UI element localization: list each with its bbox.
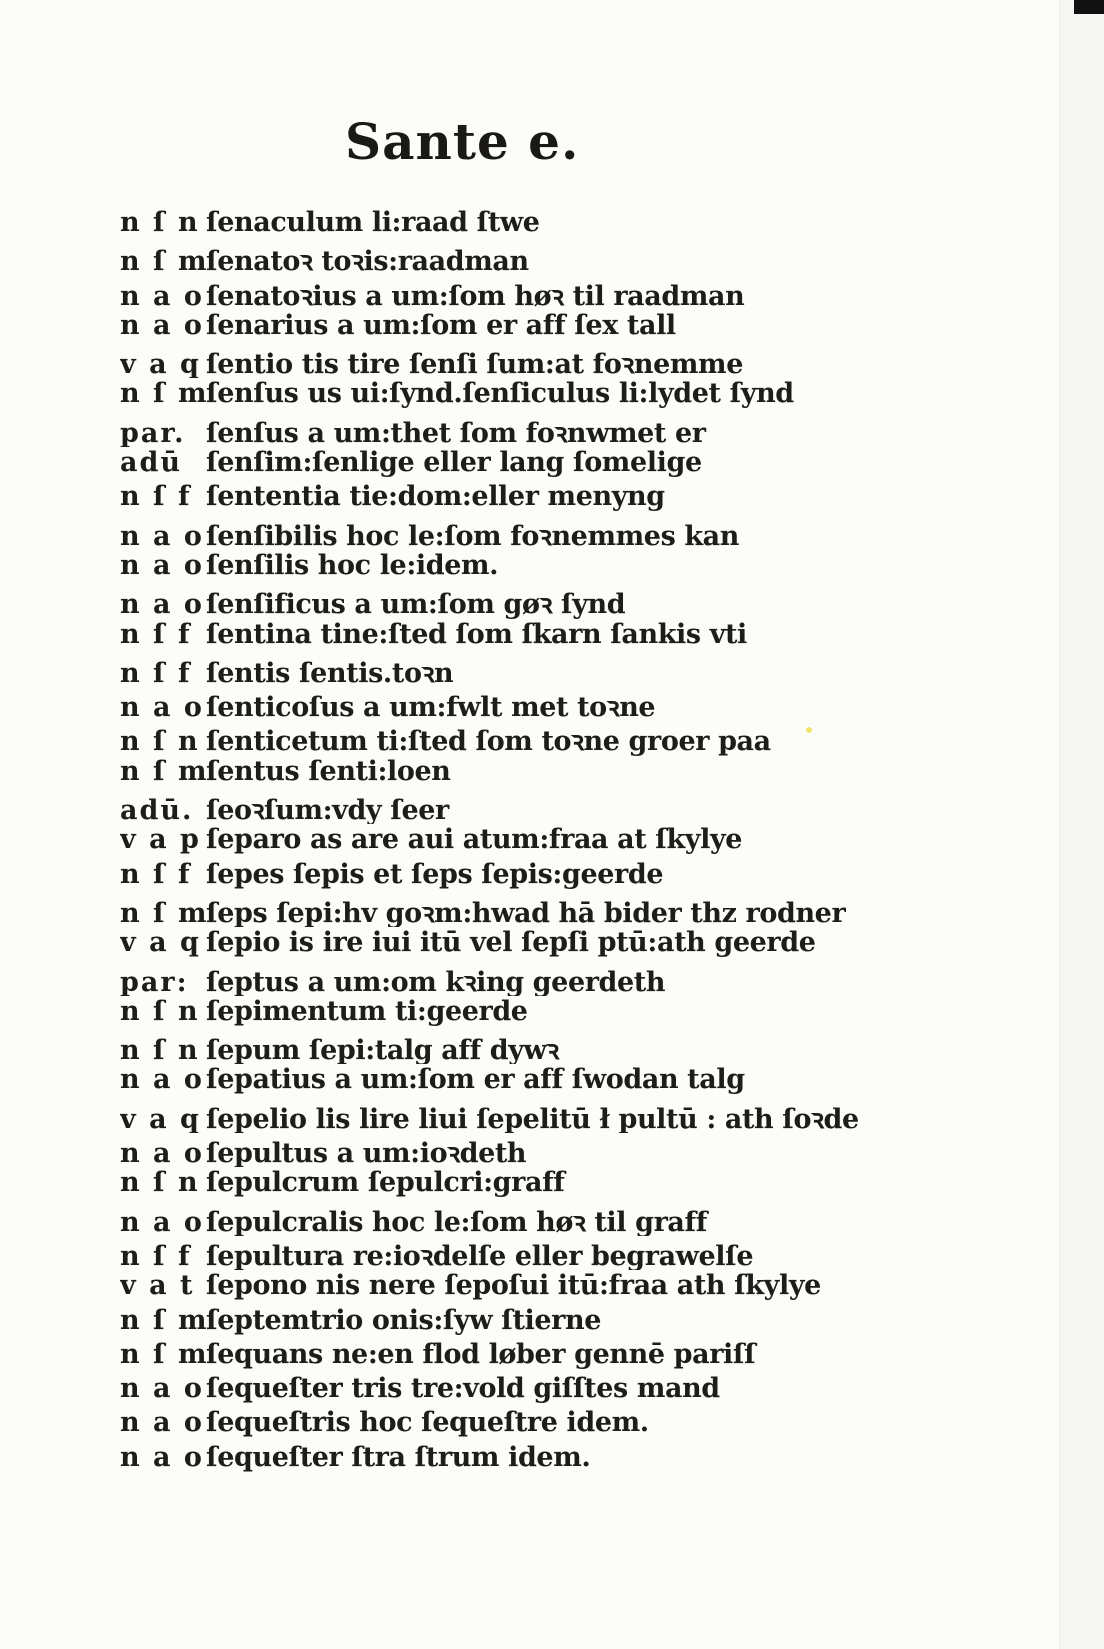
entry-grammar-code: n ſ m — [120, 246, 209, 276]
dictionary-entry — [120, 481, 1020, 515]
dictionary-entry — [120, 1373, 1020, 1407]
dictionary-entry — [120, 824, 1020, 858]
entry-grammar-code: n a o — [120, 520, 204, 550]
dictionary-entry — [120, 1064, 1020, 1098]
entry-text: ſenſus a um:thet ſom foꝛnwmet er — [206, 417, 706, 448]
dictionary-entry — [120, 996, 1020, 1030]
entry-text: ſeparo as are aui atum:fraa at ſkylye — [206, 824, 743, 856]
entry-grammar-code: n ſ m — [120, 755, 209, 787]
entry-grammar-code: n ſ m — [120, 1304, 209, 1336]
entry-grammar-code: n ſ n — [120, 1035, 200, 1065]
dictionary-entry — [120, 584, 1020, 618]
entry-grammar-code: n a o — [120, 549, 204, 581]
entry-grammar-code: n ſ f — [120, 618, 192, 650]
entry-grammar-code: n a o — [120, 1138, 204, 1168]
entry-text: ſequeſter ſtra ſtrum idem. — [206, 1441, 591, 1473]
dictionary-entry — [120, 1270, 1020, 1304]
dictionary-entry — [120, 1202, 1020, 1236]
entry-grammar-code: n ſ f — [120, 657, 192, 688]
entry-text: ſentio tis tire ſenſi ſum:at foꝛnemme — [206, 349, 744, 379]
entry-text: ſenatoꝛius a um:ſom høꝛ til raadman — [206, 280, 745, 310]
entry-grammar-code: v a q — [120, 927, 201, 959]
entry-grammar-code: n a o — [120, 1373, 204, 1405]
entry-text: ſenſim:ſenlige eller lang ſomelige — [206, 447, 702, 479]
dictionary-entry — [120, 1305, 1020, 1339]
ink-speck — [806, 727, 812, 733]
entry-grammar-code: n ſ f — [120, 481, 192, 513]
entry-text: ſepes ſepis et ſeps ſepis:geerde — [206, 858, 664, 890]
dictionary-entry — [120, 207, 1020, 241]
entry-text: ſenſilis hoc le:idem. — [206, 549, 499, 581]
dictionary-entry — [120, 550, 1020, 584]
entry-text: ſepulcralis hoc le:ſom høꝛ til graff — [206, 1206, 707, 1236]
dictionary-entry — [120, 310, 1020, 344]
page-heading: Sante e. — [345, 112, 580, 171]
entry-text: ſequeſtris hoc ſequeſtre idem. — [206, 1407, 649, 1439]
entry-text: ſepio is ire iui itū vel ſepſi ptū:ath geerde — [206, 927, 816, 959]
dictionary-entry — [120, 687, 1020, 721]
entry-text: ſepulcrum ſepulcri:graff — [206, 1167, 565, 1199]
entry-text: ſenaculum li:raad ſtwe — [206, 207, 540, 238]
dictionary-entry — [120, 619, 1020, 653]
entry-text: ſeptus a um:om kꝛing geerdeth — [206, 966, 666, 996]
entry-text: ſentina tine:ſted ſom ſkarn ſankis vti — [206, 618, 747, 650]
entry-text: ſeoꝛſum:vdy ſeer — [206, 795, 449, 825]
entry-text: ſentis ſentis.toꝛn — [206, 657, 454, 688]
entry-grammar-code: n ſ n — [120, 207, 200, 238]
entry-text: ſenticoſus a um:fwlt met toꝛne — [206, 692, 656, 722]
entry-text: ſequans ne:en flod løber gennē pariſſ — [206, 1338, 756, 1370]
entry-text: ſenſibilis hoc le:ſom foꝛnemmes kan — [206, 520, 739, 550]
entry-grammar-code: par. — [120, 417, 186, 448]
entry-grammar-code: adū — [120, 447, 183, 479]
dictionary-entry — [120, 241, 1020, 275]
entry-grammar-code: n ſ n — [120, 1167, 200, 1199]
entry-grammar-code: v a t — [120, 1270, 195, 1302]
dictionary-entry-list — [120, 207, 1020, 1476]
entry-text: ſeptemtrio onis:ſyw ſtierne — [206, 1304, 602, 1336]
entry-text: ſepimentum ti:geerde — [206, 995, 528, 1027]
page-margin — [1059, 0, 1104, 1649]
dictionary-entry — [120, 344, 1020, 378]
dictionary-entry — [120, 1442, 1020, 1476]
entry-grammar-code: n ſ m — [120, 1338, 209, 1370]
dictionary-entry — [120, 1133, 1020, 1167]
dictionary-entry — [120, 1339, 1020, 1373]
entry-grammar-code: n ſ m — [120, 378, 209, 410]
entry-grammar-code: n ſ n — [120, 726, 200, 756]
dictionary-entry — [120, 276, 1020, 310]
entry-text: ſequeſter tris tre:vold giſſtes mand — [206, 1373, 720, 1405]
dictionary-entry — [120, 1407, 1020, 1441]
dictionary-entry — [120, 378, 1020, 412]
entry-text: ſepono nis nere ſepoſui itū:fraa ath ſkylye — [206, 1270, 821, 1302]
entry-text: ſepatius a um:ſom er aff ſwodan talg — [206, 1064, 745, 1096]
entry-grammar-code: n a o — [120, 1407, 204, 1439]
entry-grammar-code: n ſ m — [120, 897, 209, 928]
entry-grammar-code: n ſ n — [120, 995, 200, 1027]
entry-text: ſenſus us ui:ſynd.ſenſiculus li:lydet ſynd — [206, 378, 794, 410]
entry-grammar-code: n a o — [120, 309, 204, 341]
entry-text: ſepultus a um:ioꝛdeth — [206, 1138, 527, 1168]
entry-text: ſenatoꝛ toꝛis:raadman — [206, 246, 529, 276]
entry-grammar-code: adū. — [120, 795, 194, 825]
dictionary-entry — [120, 721, 1020, 755]
dictionary-entry — [120, 1236, 1020, 1270]
scan-corner-mark — [1074, 0, 1104, 14]
entry-text: ſepultura re:ioꝛdelſe eller begrawelſe — [206, 1240, 754, 1271]
dictionary-entry — [120, 893, 1020, 927]
entry-text: ſepum ſepi:talg aff dywꝛ — [206, 1035, 559, 1065]
entry-grammar-code: v a p — [120, 824, 201, 856]
entry-grammar-code: n ſ f — [120, 1240, 192, 1271]
dictionary-entry — [120, 756, 1020, 790]
entry-text: ſenſificus a um:ſom gøꝛ ſynd — [206, 589, 626, 619]
dictionary-entry — [120, 927, 1020, 961]
entry-grammar-code: n a o — [120, 1441, 204, 1473]
dictionary-entry — [120, 413, 1020, 447]
dictionary-entry — [120, 516, 1020, 550]
entry-grammar-code: n ſ f — [120, 858, 192, 890]
entry-grammar-code: v a q — [120, 349, 201, 379]
entry-grammar-code: n a o — [120, 1206, 204, 1236]
entry-grammar-code: n a o — [120, 1064, 204, 1096]
entry-text: ſepelio lis lire liui ſepelitū ł pultū : ath ſoꝛde — [206, 1103, 859, 1134]
dictionary-entry — [120, 1099, 1020, 1133]
entry-grammar-code: v a q — [120, 1103, 201, 1134]
entry-grammar-code: par: — [120, 966, 189, 996]
dictionary-entry — [120, 447, 1020, 481]
entry-text: ſenticetum ti:ſted ſom toꝛne groer paa — [206, 726, 771, 756]
dictionary-entry — [120, 790, 1020, 824]
dictionary-entry — [120, 859, 1020, 893]
dictionary-entry — [120, 962, 1020, 996]
entry-text: ſenarius a um:ſom er aff ſex tall — [206, 309, 676, 341]
entry-text: ſentus ſenti:loen — [206, 755, 451, 787]
entry-grammar-code: n a o — [120, 589, 204, 619]
entry-grammar-code: n a o — [120, 280, 204, 310]
dictionary-entry — [120, 653, 1020, 687]
entry-text: ſententia tie:dom:eller menyng — [206, 481, 665, 513]
entry-grammar-code: n a o — [120, 692, 204, 722]
dictionary-entry — [120, 1030, 1020, 1064]
dictionary-entry — [120, 1167, 1020, 1201]
entry-text: ſeps ſepi:hv goꝛm:hwad hā bider thz rodner — [206, 897, 846, 928]
